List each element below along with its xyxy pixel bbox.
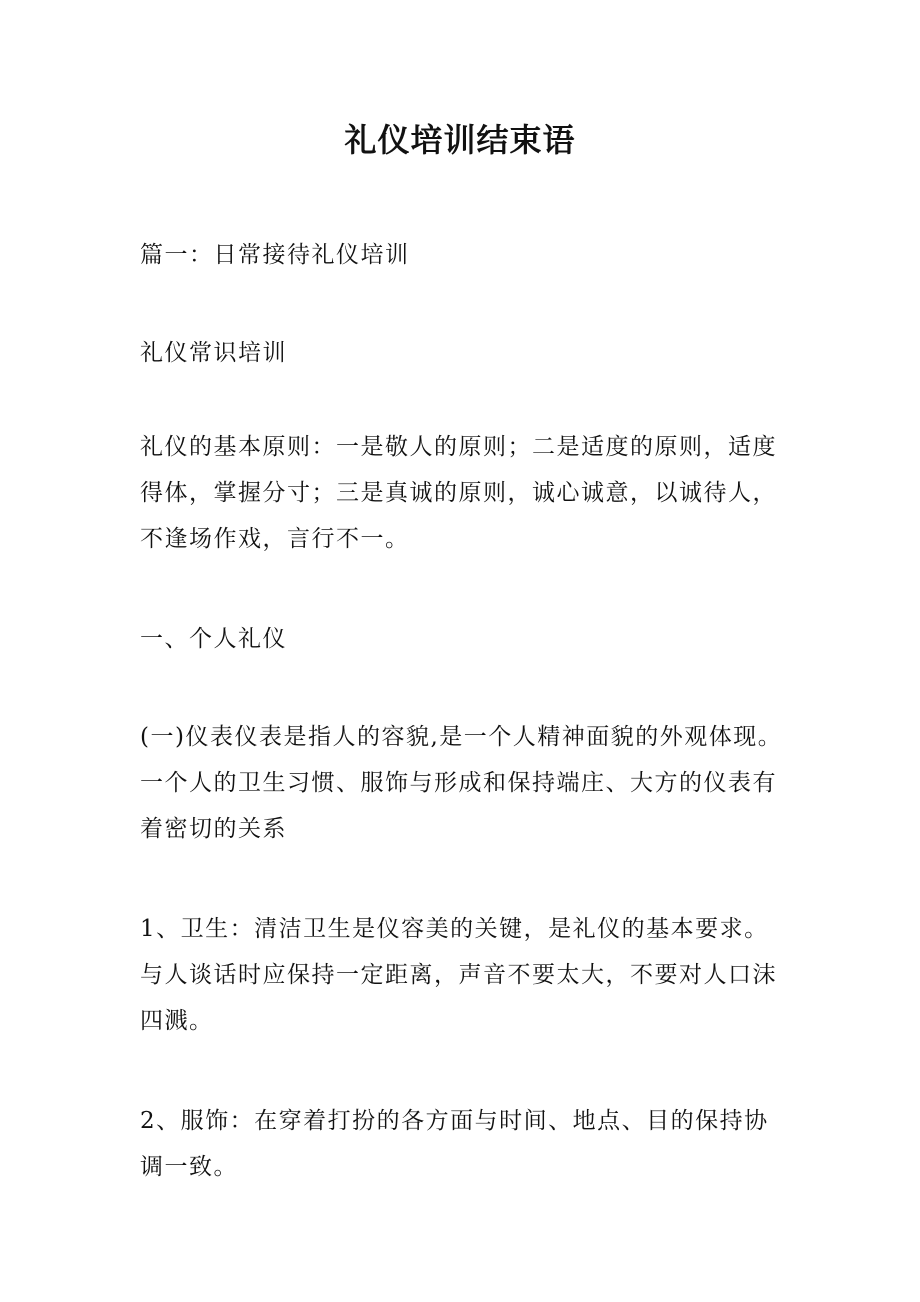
paragraph-appearance: (一)仪表仪表是指人的容貌,是一个人精神面貌的外观体现。一个人的卫生习惯、服饰与形成和保持端庄、大方的仪表有着密切的关系 <box>140 724 783 842</box>
section-heading-part-one: 篇一：日常接待礼仪培训 <box>140 242 410 268</box>
document-title: 礼仪培训结束语 <box>344 121 576 159</box>
paragraph-hygiene: 1、卫生：清洁卫生是仪容美的关键，是礼仪的基本要求。与人谈话时应保持一定距离，声音不要太大，不要对人口沫四溅。 <box>140 916 777 1034</box>
paragraph-clothing: 2、服饰：在穿着打扮的各方面与时间、地点、目的保持协调一致。 <box>140 1108 769 1180</box>
heading-personal-etiquette: 一、个人礼仪 <box>140 626 287 652</box>
paragraph-basic-principles: 礼仪的基本原则：一是敬人的原则；二是适度的原则，适度得体，掌握分寸；三是真诚的原则，诚心诚意，以诚待人，不逢场作戏，言行不一。 <box>140 434 777 552</box>
subheading-etiquette-training: 礼仪常识培训 <box>140 340 287 366</box>
